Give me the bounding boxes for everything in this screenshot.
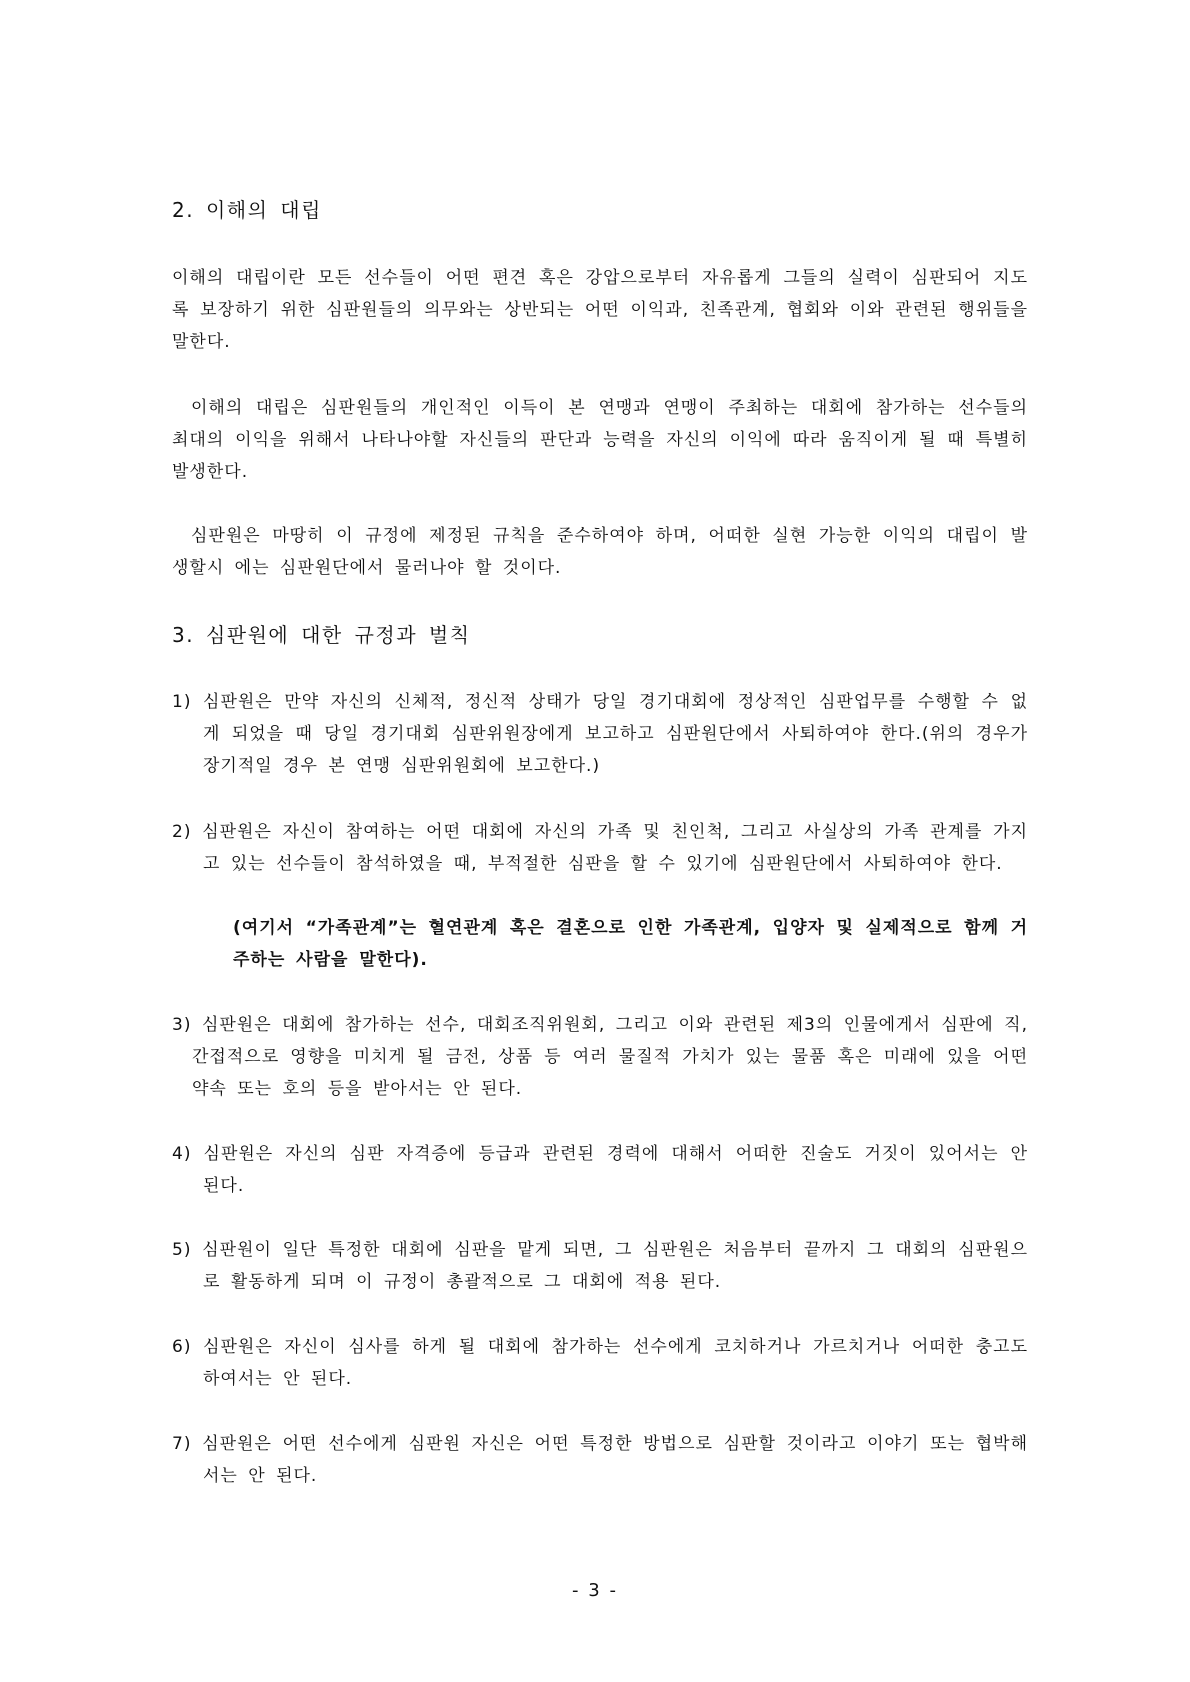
section-2-heading: 2. 이해의 대립 xyxy=(172,198,322,222)
section-2-paragraph-2: 이해의 대립은 심판원들의 개인적인 이득이 본 연맹과 연맹이 주최하는 대회에 참가하는 선수들의 최대의 이익을 위해서 나타나야할 자신들의 판단과 능력을 자신의 이익에 따라 움직이게 될 때 특별히 발생한다. xyxy=(172,398,1028,482)
rule-item-6: 6) 심판원은 자신이 심사를 하게 될 대회에 참가하는 선수에게 코치하거나 가르치거나 어떠한 충고도 하여서는 안 된다. xyxy=(172,1337,1028,1389)
rule-item-2-note: (여기서 “가족관계”는 혈연관계 혹은 결혼으로 인한 가족관계, 입양자 및 실제적으로 함께 거주하는 사람을 말한다). xyxy=(233,918,1028,970)
rule-item-7: 7) 심판원은 어떤 선수에게 심판원 자신은 어떤 특정한 방법으로 심판할 것이라고 이야기 또는 협박해서는 안 된다. xyxy=(172,1434,1028,1486)
rule-item-3: 3) 심판원은 대회에 참가하는 선수, 대회조직위원회, 그리고 이와 관련된 제3의 인물에게서 심판에 직, 간접적으로 영향을 미치게 될 금전, 상품 등 여러 물질적 가치가 있는 물품 혹은 미래에 있을 어떤 약속 또는 호의 등을 받아서는 안 된다. xyxy=(172,1015,1028,1099)
page-number: - 3 - xyxy=(572,1580,618,1601)
rule-item-4: 4) 심판원은 자신의 심판 자격증에 등급과 관련된 경력에 대해서 어떠한 진술도 거짓이 있어서는 안 된다. xyxy=(172,1144,1028,1196)
rule-item-1: 1) 심판원은 만약 자신의 신체적, 정신적 상태가 당일 경기대회에 정상적인 심판업무를 수행할 수 없게 되었을 때 당일 경기대회 심판위원장에게 보고하고 심판원단에서 사퇴하여야 한다.(위의 경우가 장기적일 경우 본 연맹 심판위원회에 보고한다.) xyxy=(172,692,1028,776)
section-2-paragraph-3: 심판원은 마땅히 이 규정에 제정된 규칙을 준수하여야 하며, 어떠한 실현 가능한 이익의 대립이 발생할시 에는 심판원단에서 물러나야 할 것이다. xyxy=(172,526,1028,578)
rule-item-5: 5) 심판원이 일단 특정한 대회에 심판을 맡게 되면, 그 심판원은 처음부터 끝까지 그 대회의 심판원으로 활동하게 되며 이 규정이 총괄적으로 그 대회에 적용 된다. xyxy=(172,1240,1028,1292)
section-2-paragraph-1: 이해의 대립이란 모든 선수들이 어떤 편견 혹은 강압으로부터 자유롭게 그들의 실력이 심판되어 지도록 보장하기 위한 심판원들의 의무와는 상반되는 어떤 이익과, 친족관계, 협회와 이와 관련된 행위들을 말한다. xyxy=(172,268,1028,352)
rule-item-2: 2) 심판원은 자신이 참여하는 어떤 대회에 자신의 가족 및 친인척, 그리고 사실상의 가족 관계를 가지고 있는 선수들이 참석하였을 때, 부적절한 심판을 할 수 있기에 심판원단에서 사퇴하여야 한다. xyxy=(172,822,1028,874)
section-3-heading: 3. 심판원에 대한 규정과 벌칙 xyxy=(172,623,471,647)
